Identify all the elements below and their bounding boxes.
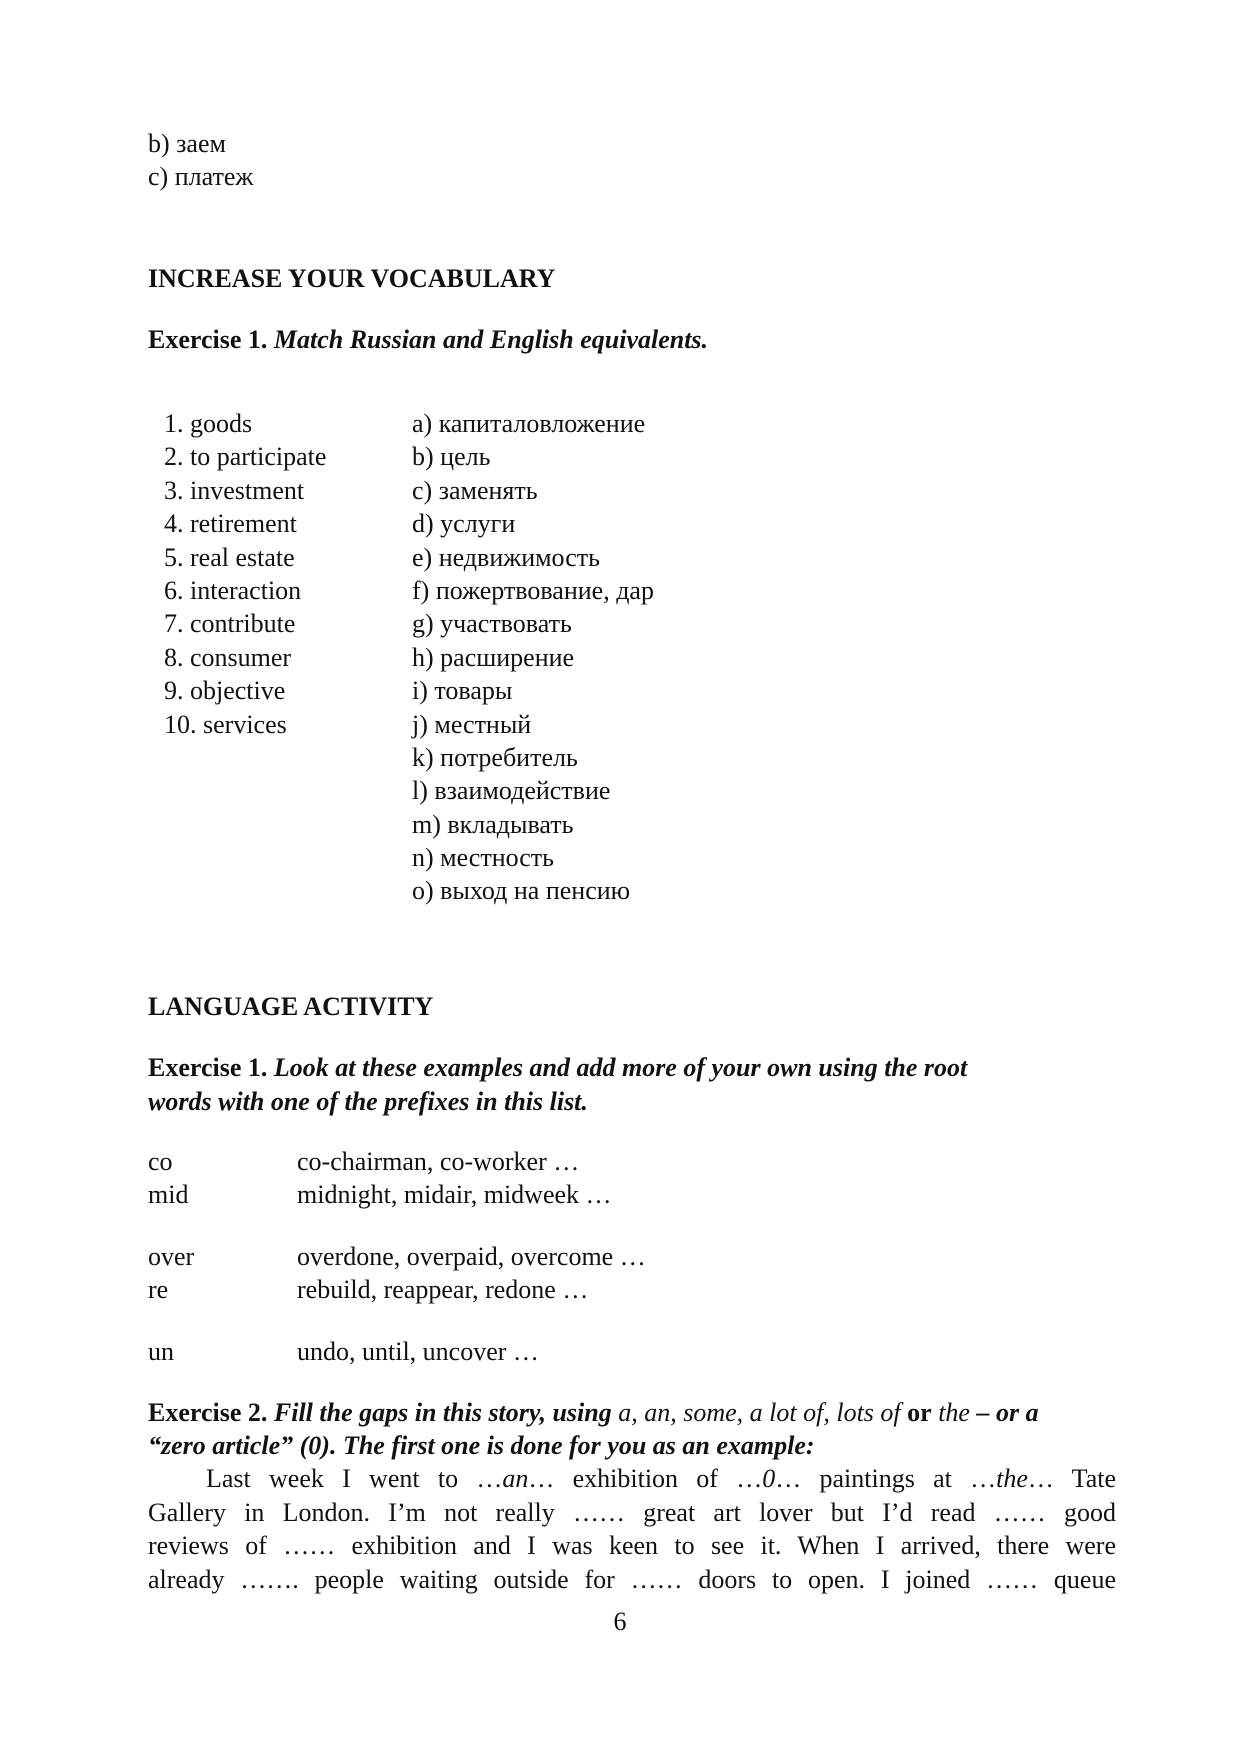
prefix-examples: overdone, overpaid, overcome … [297, 1242, 646, 1271]
russian-term: e) недвижимость [412, 542, 600, 572]
prefix: un [148, 1337, 174, 1366]
prefix: mid [148, 1180, 189, 1209]
exercise-instruction: Fill the gaps in this story, using [273, 1398, 612, 1427]
russian-term: f) пожертвование, дар [412, 575, 654, 605]
english-term: 1. goods [164, 409, 253, 438]
story-line [148, 1462, 1116, 1496]
russian-term: n) местность [412, 843, 555, 873]
prefix-examples: co-chairman, co-worker … [297, 1147, 580, 1176]
russian-term: l) взаимодействие [412, 776, 611, 806]
english-term: 2. to participate [164, 442, 327, 472]
article-options: a, an, some, a lot of, lots of [618, 1398, 901, 1427]
exercise-1-title-line1 [148, 1051, 967, 1084]
english-term: 10. services [164, 709, 287, 739]
prefix-row [148, 1335, 539, 1368]
article-the: the [938, 1398, 970, 1427]
prefix: over [148, 1242, 195, 1271]
story-line: already ……. people waiting outside for …… doors to open. I joined …… queue [148, 1564, 1116, 1594]
prefix-examples: rebuild, reappear, redone … [297, 1275, 589, 1304]
story-example-answer: the [996, 1464, 1028, 1493]
exercise-label: Exercise 2. [148, 1398, 268, 1427]
russian-term: j) местный [412, 709, 532, 739]
russian-terms-list [412, 407, 654, 908]
russian-term: a) капиталовложение [412, 409, 646, 438]
exercise-label: Exercise 1. [148, 325, 268, 354]
russian-term: m) вкладывать [412, 809, 574, 839]
prefix: re [148, 1275, 169, 1304]
russian-term: k) потребитель [412, 742, 578, 772]
russian-term: g) участвовать [412, 609, 572, 639]
story-text: … exhibition of … [528, 1464, 763, 1493]
exercise-instruction: Match Russian and English equivalents. [273, 325, 709, 354]
list-item-b: b) заем [148, 129, 226, 158]
russian-term: d) услуги [412, 509, 516, 539]
russian-term: b) цель [412, 442, 491, 472]
english-term: 9. objective [164, 676, 286, 706]
prefix-row [148, 1145, 579, 1178]
story-text: … paintings at … [775, 1464, 997, 1493]
prefix-examples: undo, until, uncover … [297, 1337, 539, 1366]
exercise-label: Exercise 1. [148, 1053, 268, 1082]
prefix-row [148, 1273, 588, 1306]
exercise-instruction: Look at these examples and add more of your own using the root [273, 1053, 968, 1082]
instruction-or-a: – or a [976, 1398, 1039, 1427]
english-term: 6. interaction [164, 575, 302, 605]
page-number: 6 [613, 1607, 627, 1636]
story-example-answer: 0 [762, 1464, 776, 1493]
english-terms-list [164, 407, 326, 741]
exercise-2-title-line1 [148, 1396, 1039, 1429]
exercise-1-title-line2: words with one of the prefixes in this list. [148, 1087, 588, 1116]
exercise-1-title [148, 323, 708, 356]
prefix-examples: midnight, midair, midweek … [297, 1180, 612, 1209]
english-term: 4. retirement [164, 509, 297, 539]
exercise-2-title-line2: “zero article” (0). The first one is done for you as an example: [148, 1431, 815, 1460]
instruction-or: or [907, 1398, 932, 1427]
russian-term: i) товары [412, 676, 513, 706]
russian-term: h) расширение [412, 642, 575, 672]
section-heading-vocabulary: INCREASE YOUR VOCABULARY [148, 264, 556, 293]
english-term: 3. investment [164, 475, 305, 505]
russian-term: c) заменять [412, 475, 538, 505]
story-example-answer: an [502, 1464, 529, 1493]
list-item-c: c) платеж [148, 162, 254, 191]
story-text: Last week I went to … [206, 1464, 503, 1493]
prefix: co [148, 1147, 173, 1176]
story-line: Gallery in London. I’m not really …… great art lover but I’d read …… good [148, 1497, 1116, 1527]
english-term: 7. contribute [164, 609, 296, 639]
prefix-row [148, 1240, 646, 1273]
story-paragraph [148, 1462, 1116, 1596]
story-line: reviews of …… exhibition and I was keen to see it. When I arrived, there were [148, 1531, 1116, 1560]
section-heading-language-activity: LANGUAGE ACTIVITY [148, 992, 434, 1021]
english-term: 8. consumer [164, 642, 292, 672]
russian-term: o) выход на пенсию [412, 876, 631, 906]
prefix-row [148, 1178, 612, 1211]
english-term: 5. real estate [164, 542, 295, 572]
story-text: … Tate [1027, 1464, 1117, 1493]
